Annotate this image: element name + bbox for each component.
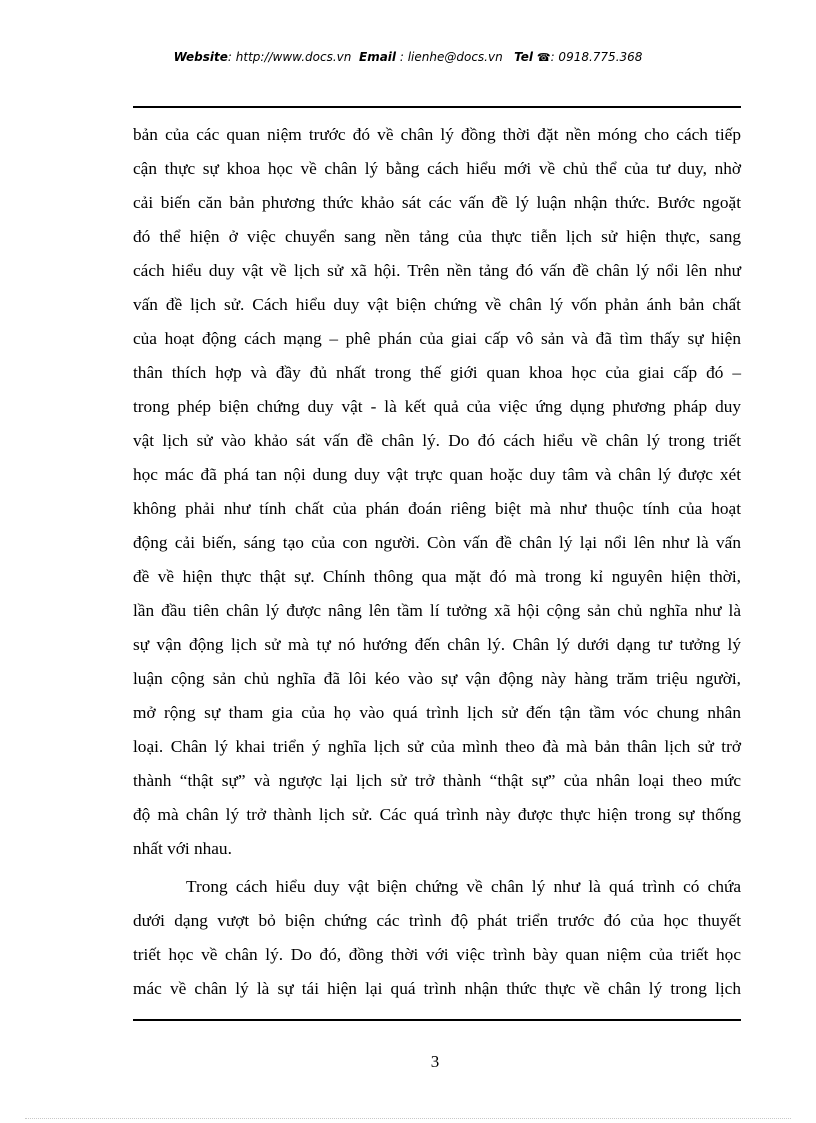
page-number: 3 bbox=[430, 1052, 440, 1071]
text-line: cận thực sự khoa học về chân lý bằng cách hiểu mới về chủ thể của tư duy, nhờ bbox=[133, 159, 741, 178]
text-line: vật lịch sử vào khảo sát vấn đề chân lý. Do đó cách hiểu về chân lý trong triết bbox=[133, 431, 741, 450]
page-edge-divider bbox=[25, 1118, 791, 1119]
document-body bbox=[133, 118, 741, 1006]
website-url[interactable]: : http://www.docs.vn bbox=[227, 50, 352, 64]
text-line: mác về chân lý là sự tái hiện lại quá trình nhận thức thực về chân lý trong lịch bbox=[133, 979, 741, 998]
text-line: đó thể hiện ở việc chuyển sang nền tảng của thực tiễn lịch sử hiện thực, sang bbox=[133, 227, 741, 246]
text-line: độ mà chân lý trở thành lịch sử. Các quá trình này được thực hiện trong sự thống bbox=[133, 805, 741, 824]
phone-number: : 0918.775.368 bbox=[550, 50, 643, 64]
text-line: dưới dạng vượt bỏ biện chứng các trình độ phát triển trước đó của học thuyết bbox=[133, 911, 741, 930]
text-line: loại. Chân lý khai triển ý nghĩa lịch sử của mình theo đà mà bản thân lịch sử trở bbox=[133, 737, 741, 756]
text-line: học mác đã phá tan nội dung duy vật trực quan hoặc duy tâm và chân lý được xét bbox=[133, 465, 741, 484]
page-header bbox=[0, 50, 816, 64]
text-line: triết học về chân lý. Do đó, đồng thời với việc trình bày quan niệm của triết học bbox=[133, 945, 741, 964]
tel-label: Tel bbox=[514, 50, 534, 64]
email-address[interactable]: : lienhe@docs.vn bbox=[399, 50, 503, 64]
text-line: vấn đề lịch sử. Cách hiểu duy vật biện chứng về chân lý vốn phản ánh bản chất bbox=[133, 295, 741, 314]
header-divider bbox=[133, 106, 741, 108]
text-line: không phải như tính chất của phán đoán riêng biệt mà như thuộc tính của hoạt bbox=[133, 499, 741, 518]
text-line: động cải biến, sáng tạo của con người. Còn vấn đề chân lý lại nổi lên như là vấn bbox=[133, 533, 741, 552]
footer-divider bbox=[133, 1019, 741, 1021]
phone-icon: ☎ bbox=[536, 51, 551, 64]
text-line: thân thích hợp và đầy đủ nhất trong thế giới quan khoa học của giai cấp đó – bbox=[133, 363, 741, 382]
text-line: sự vận động lịch sử mà tự nó hướng đến chân lý. Chân lý dưới dạng tư tưởng lý bbox=[133, 635, 741, 654]
paragraph-1 bbox=[133, 118, 741, 866]
text-line: trong phép biện chứng duy vật - là kết quả của việc ứng dụng phương pháp duy bbox=[133, 397, 741, 416]
text-line: Trong cách hiểu duy vật biện chứng về chân lý như là quá trình có chứa bbox=[186, 877, 741, 896]
text-line: thành “thật sự” và ngược lại lịch sử trở thành “thật sự” của nhân loại theo mức bbox=[133, 771, 741, 790]
text-line: mở rộng sự tham gia của họ vào quá trình lịch sử đến tận tầm vóc chung nhân bbox=[133, 703, 741, 722]
paragraph-2 bbox=[133, 870, 741, 1006]
text-line: luận cộng sản chủ nghĩa đã lôi kéo vào sự vận động này hàng trăm triệu người, bbox=[133, 669, 741, 688]
website-label: Website bbox=[173, 50, 228, 64]
text-line: của hoạt động cách mạng – phê phán của giai cấp vô sản và đã tìm thấy sự hiện bbox=[133, 329, 741, 348]
text-line: đề về hiện thực thật sự. Chính thông qua mặt đó mà trong kỉ nguyên hiện thời, bbox=[133, 567, 741, 586]
text-line: cải biến căn bản phương thức khảo sát các vấn đề lý luận nhận thức. Bước ngoặt bbox=[133, 193, 741, 212]
text-line: nhất với nhau. bbox=[133, 839, 232, 858]
text-line: lần đầu tiên chân lý được nâng lên tầm lí tưởng xã hội cộng sản chủ nghĩa như là bbox=[133, 601, 741, 620]
text-line: cách hiểu duy vật về lịch sử xã hội. Trên nền tảng đó vấn đề chân lý nổi lên như bbox=[133, 261, 741, 280]
email-label: Email bbox=[359, 50, 397, 64]
text-line: bản của các quan niệm trước đó về chân lý đồng thời đặt nền móng cho cách tiếp bbox=[133, 125, 741, 144]
